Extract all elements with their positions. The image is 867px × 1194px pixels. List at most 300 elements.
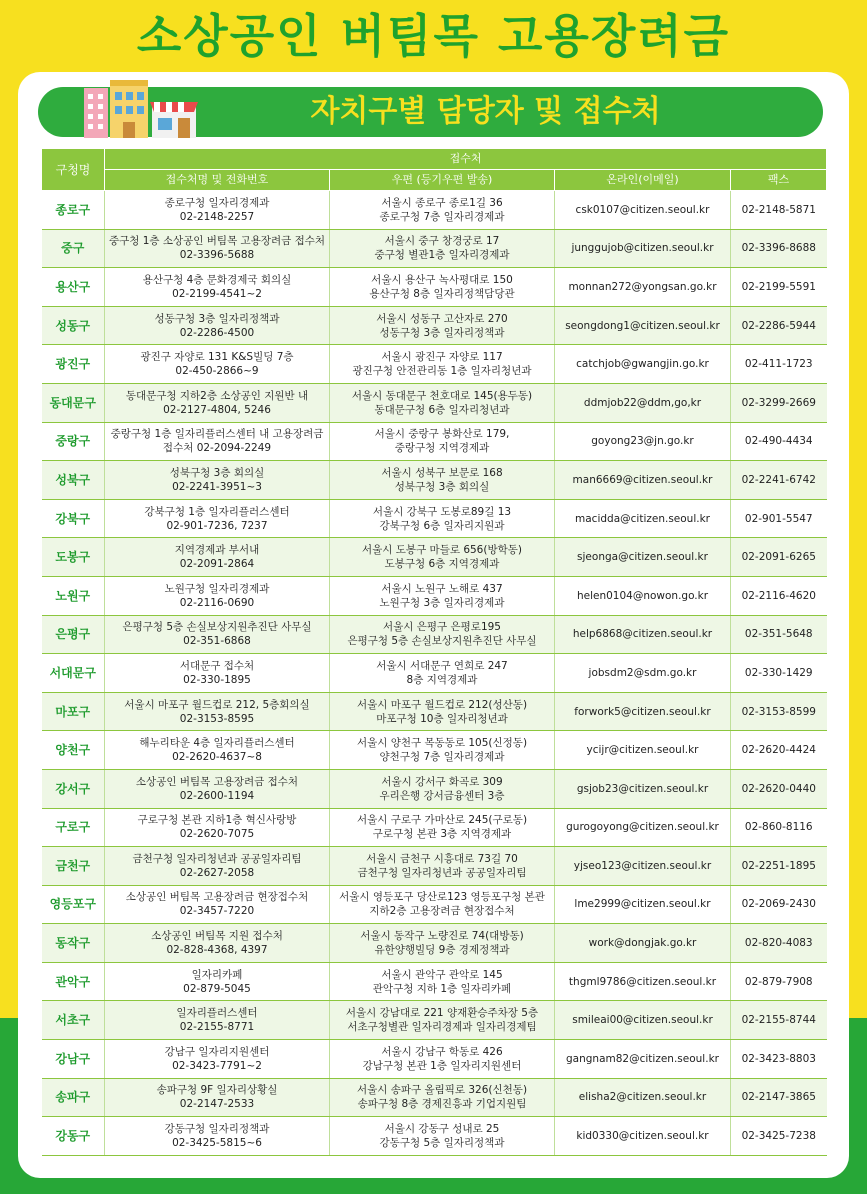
header-online: 온라인(이메일) xyxy=(555,170,731,191)
fax-cell xyxy=(731,692,827,731)
mail-address: 서울시 서대문구 연희로 247 xyxy=(376,659,508,672)
mail-address: 서울시 용산구 녹사평대로 150 xyxy=(371,273,513,286)
email-cell xyxy=(555,1040,731,1079)
mail-recipient: 관악구청 지하 1층 일자리카페 xyxy=(372,982,512,995)
email-cell xyxy=(555,1117,731,1156)
mail-address: 서울시 마포구 월드컵로 212(성산동) xyxy=(356,698,528,711)
fax-cell xyxy=(731,731,827,770)
district-name: 동대문구 xyxy=(42,383,105,422)
email-address: goyong23@jn.go.kr xyxy=(591,435,694,448)
office-phone: 02-2199-4541~2 xyxy=(172,287,262,300)
office-phone: 02-3153-8595 xyxy=(179,712,255,725)
mail-address: 서울시 노원구 노해로 437 xyxy=(381,582,503,595)
mail-recipient: 양천구청 7층 일자리경제과 xyxy=(379,751,505,764)
fax-number: 02-3396-8688 xyxy=(741,242,816,255)
office-name: 종로구청 일자리경제과 xyxy=(164,196,270,209)
district-name: 송파구 xyxy=(42,1078,105,1117)
mail-cell xyxy=(330,615,555,654)
office-name: 은평구청 5층 손실보상지원추진단 사무실 xyxy=(122,621,312,634)
table-row xyxy=(42,1040,827,1079)
office-cell xyxy=(105,499,330,538)
office-cell xyxy=(105,1001,330,1040)
fax-cell xyxy=(731,383,827,422)
office-phone: 02-351-6868 xyxy=(183,635,251,648)
email-cell xyxy=(555,499,731,538)
district-name: 은평구 xyxy=(42,615,105,654)
header-district: 구청명 xyxy=(42,149,105,191)
office-phone: 02-2147-2533 xyxy=(179,1098,255,1111)
fax-number: 02-411-1723 xyxy=(744,358,813,371)
office-name: 송파구청 9F 일자리상황실 xyxy=(156,1084,278,1097)
mail-address: 서울시 영등포구 당산로123 영등포구청 본관 xyxy=(339,891,545,904)
office-name: 용산구청 4층 문화경제국 회의실 xyxy=(142,273,292,286)
office-cell xyxy=(105,847,330,886)
email-address: yjseo123@citizen.seoul.kr xyxy=(573,859,712,872)
office-name: 서대문구 접수처 xyxy=(179,659,255,672)
fax-number: 02-2241-6742 xyxy=(741,473,816,486)
district-name: 용산구 xyxy=(42,268,105,307)
office-name: 구로구청 본관 지하1층 혁신사랑방 xyxy=(137,814,297,827)
office-cell xyxy=(105,1040,330,1079)
mail-recipient: 은평구청 5층 손실보상지원추진단 사무실 xyxy=(347,635,537,648)
office-name: 성북구청 3층 회의실 xyxy=(169,466,265,479)
mail-cell xyxy=(330,538,555,577)
table-row xyxy=(42,229,827,268)
email-address: ycijr@citizen.seoul.kr xyxy=(586,744,699,757)
mail-recipient: 금천구청 일자리청년과 공공일자리팀 xyxy=(357,866,527,879)
office-name: 강남구 일자리지원센터 xyxy=(164,1045,270,1058)
table-row xyxy=(42,885,827,924)
mail-address: 서울시 도봉구 마들로 656(방학동) xyxy=(362,544,522,557)
office-name: 해누리타운 4층 일자리플러스센터 xyxy=(139,737,295,750)
office-cell xyxy=(105,538,330,577)
mail-recipient: 도봉구청 6층 지역경제과 xyxy=(384,558,500,571)
mail-cell xyxy=(330,847,555,886)
fax-cell xyxy=(731,461,827,500)
mail-recipient: 노원구청 3층 일자리경제과 xyxy=(379,596,505,609)
email-address: macidda@citizen.seoul.kr xyxy=(575,512,710,525)
mail-address: 서울시 강서구 화곡로 309 xyxy=(381,775,503,788)
mail-address: 서울시 강남구 학동로 426 xyxy=(381,1045,503,1058)
office-phone: 02-3423-7791~2 xyxy=(172,1059,262,1072)
email-cell xyxy=(555,576,731,615)
fax-number: 02-2620-0440 xyxy=(741,782,816,795)
office-cell xyxy=(105,808,330,847)
district-name: 구로구 xyxy=(42,808,105,847)
mail-address: 서울시 성북구 보문로 168 xyxy=(381,466,503,479)
fax-number: 02-879-7908 xyxy=(744,975,813,988)
office-cell xyxy=(105,576,330,615)
mail-cell xyxy=(330,1001,555,1040)
office-phone: 02-3425-5815~6 xyxy=(172,1137,262,1150)
district-name: 금천구 xyxy=(42,847,105,886)
fax-cell xyxy=(731,847,827,886)
table-row xyxy=(42,191,827,230)
fax-number: 02-2199-5591 xyxy=(741,280,816,293)
table-row xyxy=(42,1117,827,1156)
table-row xyxy=(42,268,827,307)
mail-address: 서울시 은평구 은평로195 xyxy=(382,621,501,634)
email-address: work@dongjak.go.kr xyxy=(588,937,697,950)
table-row xyxy=(42,924,827,963)
email-cell xyxy=(555,885,731,924)
fax-cell xyxy=(731,306,827,345)
fax-number: 02-2091-6265 xyxy=(741,551,816,564)
mail-recipient: 성동구청 3층 일자리정책과 xyxy=(379,326,505,339)
email-address: sjeonga@citizen.seoul.kr xyxy=(577,551,708,564)
table-row xyxy=(42,1001,827,1040)
mail-address: 서울시 강동구 성내로 25 xyxy=(384,1123,500,1136)
district-name: 노원구 xyxy=(42,576,105,615)
email-address: kid0330@citizen.seoul.kr xyxy=(576,1130,709,1143)
email-cell xyxy=(555,383,731,422)
fax-cell xyxy=(731,345,827,384)
fax-number: 02-351-5648 xyxy=(744,628,813,641)
office-name: 소상공인 버팀목 고용장려금 현장접수처 xyxy=(125,891,309,904)
district-name: 중랑구 xyxy=(42,422,105,461)
table-row xyxy=(42,461,827,500)
fax-number: 02-820-4083 xyxy=(744,937,813,950)
email-address: smileai00@citizen.seoul.kr xyxy=(572,1014,713,1027)
district-name: 관악구 xyxy=(42,962,105,1001)
district-name: 성동구 xyxy=(42,306,105,345)
email-cell xyxy=(555,615,731,654)
email-cell xyxy=(555,345,731,384)
fax-cell xyxy=(731,1078,827,1117)
email-address: junggujob@citizen.seoul.kr xyxy=(571,242,714,255)
fax-number: 02-2116-4620 xyxy=(741,589,816,602)
fax-cell xyxy=(731,422,827,461)
office-name: 동대문구청 지하2층 소상공인 지원반 내 xyxy=(125,389,309,402)
office-phone: 02-3396-5688 xyxy=(179,249,255,262)
mail-cell xyxy=(330,576,555,615)
office-name: 중구청 1층 소상공인 버팀목 고용장려금 접수처 xyxy=(108,235,326,248)
mail-recipient: 종로구청 7층 일자리경제과 xyxy=(379,210,505,223)
email-cell xyxy=(555,924,731,963)
fax-number: 02-3423-8803 xyxy=(741,1052,816,1065)
mail-cell xyxy=(330,306,555,345)
email-address: man6669@citizen.seoul.kr xyxy=(572,473,713,486)
office-name: 노원구청 일자리경제과 xyxy=(164,582,270,595)
fax-cell xyxy=(731,962,827,1001)
mail-address: 서울시 강북구 도봉로89길 13 xyxy=(372,505,512,518)
mail-recipient: 마포구청 10층 일자리청년과 xyxy=(376,712,508,725)
email-cell xyxy=(555,808,731,847)
fax-cell xyxy=(731,1040,827,1079)
fax-number: 02-2155-8744 xyxy=(741,1014,816,1027)
email-cell xyxy=(555,422,731,461)
mail-cell xyxy=(330,229,555,268)
fax-number: 02-2069-2430 xyxy=(741,898,816,911)
office-phone: 02-2127-4804, 5246 xyxy=(163,403,271,416)
mail-address: 서울시 중랑구 봉화산로 179, xyxy=(374,428,510,441)
mail-recipient: 동대문구청 6층 일자리청년과 xyxy=(374,403,510,416)
district-name: 성북구 xyxy=(42,461,105,500)
fax-number: 02-2147-3865 xyxy=(741,1091,816,1104)
mail-recipient: 서초구청별관 일자리경제과 일자리경제팀 xyxy=(347,1021,537,1034)
fax-cell xyxy=(731,499,827,538)
table-row xyxy=(42,345,827,384)
mail-recipient: 중랑구청 지역경제과 xyxy=(394,442,490,455)
mail-recipient: 유한양행빌딩 9층 경제정책과 xyxy=(374,944,510,957)
table-row xyxy=(42,731,827,770)
email-address: thgml9786@citizen.seoul.kr xyxy=(568,975,717,988)
office-phone: 02-2627-2058 xyxy=(179,866,255,879)
email-address: seongdong1@citizen.seoul.kr xyxy=(565,319,720,332)
office-name: 성동구청 3층 일자리정책과 xyxy=(154,312,280,325)
mail-address: 서울시 성동구 고산자로 270 xyxy=(376,312,508,325)
content-panel xyxy=(18,72,849,1178)
mail-cell xyxy=(330,924,555,963)
office-cell xyxy=(105,461,330,500)
district-name: 강북구 xyxy=(42,499,105,538)
office-cell xyxy=(105,654,330,693)
mail-recipient: 구로구청 본관 3층 지역경제과 xyxy=(372,828,512,841)
email-cell xyxy=(555,461,731,500)
mail-address: 서울시 동작구 노량진로 74(대방동) xyxy=(360,930,524,943)
email-address: jobsdm2@sdm.go.kr xyxy=(588,666,697,679)
district-name: 도봉구 xyxy=(42,538,105,577)
office-name: 중랑구청 1층 일자리플러스센터 내 고용장려금 xyxy=(110,428,324,441)
storefront-buildings-icon xyxy=(80,78,200,140)
email-cell xyxy=(555,538,731,577)
email-cell xyxy=(555,268,731,307)
office-cell xyxy=(105,769,330,808)
office-phone: 02-2286-4500 xyxy=(179,326,255,339)
district-name: 서초구 xyxy=(42,1001,105,1040)
office-name: 소상공인 버팀목 고용장려금 접수처 xyxy=(135,775,299,788)
mail-cell xyxy=(330,422,555,461)
office-name: 지역경제과 부서내 xyxy=(174,544,260,557)
office-name: 일자리플러스센터 xyxy=(176,1007,258,1020)
email-address: lme2999@citizen.seoul.kr xyxy=(574,898,711,911)
fax-cell xyxy=(731,769,827,808)
mail-cell xyxy=(330,692,555,731)
office-cell xyxy=(105,422,330,461)
fax-number: 02-3299-2669 xyxy=(741,396,816,409)
mail-recipient: 강동구청 5층 일자리정책과 xyxy=(379,1137,505,1150)
fax-cell xyxy=(731,615,827,654)
fax-cell xyxy=(731,808,827,847)
email-address: gangnam82@citizen.seoul.kr xyxy=(566,1052,719,1065)
mail-cell xyxy=(330,962,555,1001)
table-row xyxy=(42,654,827,693)
fax-cell xyxy=(731,229,827,268)
table-row xyxy=(42,615,827,654)
fax-cell xyxy=(731,538,827,577)
fax-cell xyxy=(731,1001,827,1040)
office-name: 금천구청 일자리청년과 공공일자리팀 xyxy=(132,852,302,865)
district-name: 마포구 xyxy=(42,692,105,731)
district-name: 강서구 xyxy=(42,769,105,808)
email-cell xyxy=(555,769,731,808)
office-cell xyxy=(105,383,330,422)
email-address: forwork5@citizen.seoul.kr xyxy=(574,705,711,718)
district-name: 강남구 xyxy=(42,1040,105,1079)
fax-number: 02-330-1429 xyxy=(744,666,813,679)
email-address: elisha2@citizen.seoul.kr xyxy=(578,1091,707,1104)
email-cell xyxy=(555,654,731,693)
district-name: 동작구 xyxy=(42,924,105,963)
email-cell xyxy=(555,692,731,731)
office-name: 강동구청 일자리정책과 xyxy=(164,1123,270,1136)
office-cell xyxy=(105,962,330,1001)
office-cell xyxy=(105,1078,330,1117)
email-cell xyxy=(555,1078,731,1117)
fax-number: 02-2148-5871 xyxy=(741,203,816,216)
table-row xyxy=(42,692,827,731)
office-phone: 02-879-5045 xyxy=(183,982,251,995)
mail-recipient: 용산구청 8층 일자리정책담당관 xyxy=(369,287,515,300)
email-cell xyxy=(555,731,731,770)
district-name: 중구 xyxy=(42,229,105,268)
mail-cell xyxy=(330,1117,555,1156)
mail-recipient: 8층 지역경제과 xyxy=(406,673,478,686)
mail-cell xyxy=(330,383,555,422)
email-address: monnan272@yongsan.go.kr xyxy=(568,280,717,293)
office-name: 서울시 마포구 월드컵로 212, 5층회의실 xyxy=(124,698,310,711)
office-name: 광진구 자양로 131 K&S빌딩 7층 xyxy=(140,351,294,364)
mail-recipient: 송파구청 8층 경제진흥과 기업지원팀 xyxy=(357,1098,527,1111)
email-cell xyxy=(555,962,731,1001)
mail-address: 서울시 강남대로 221 양재환승주차장 5층 xyxy=(345,1007,539,1020)
fax-number: 02-490-4434 xyxy=(744,435,813,448)
fax-cell xyxy=(731,924,827,963)
office-phone: 접수처 02-2094-2249 xyxy=(162,442,272,455)
fax-cell xyxy=(731,885,827,924)
office-phone: 02-450-2866~9 xyxy=(175,365,259,378)
office-phone: 02-2241-3951~3 xyxy=(172,480,262,493)
mail-cell xyxy=(330,769,555,808)
mail-address: 서울시 관악구 관악로 145 xyxy=(381,968,503,981)
district-name: 양천구 xyxy=(42,731,105,770)
mail-cell xyxy=(330,654,555,693)
email-cell xyxy=(555,1001,731,1040)
mail-address: 서울시 금천구 시흥대로 73길 70 xyxy=(366,852,518,865)
table-row xyxy=(42,422,827,461)
header-reception: 접수처 xyxy=(105,149,827,170)
office-cell xyxy=(105,268,330,307)
email-cell xyxy=(555,191,731,230)
table-row xyxy=(42,808,827,847)
office-name: 강북구청 1층 일자리플러스센터 xyxy=(144,505,290,518)
email-address: gurogoyong@citizen.seoul.kr xyxy=(566,821,719,834)
office-phone: 02-2155-8771 xyxy=(179,1021,255,1034)
email-cell xyxy=(555,229,731,268)
mail-address: 서울시 동대문구 천호대로 145(용두동) xyxy=(351,389,533,402)
district-name: 영등포구 xyxy=(42,885,105,924)
mail-recipient: 지하2층 고용장려금 현장접수처 xyxy=(369,905,515,918)
email-address: helen0104@nowon.go.kr xyxy=(576,589,709,602)
table-row xyxy=(42,962,827,1001)
table-row xyxy=(42,576,827,615)
reception-table xyxy=(41,148,827,1156)
district-name: 서대문구 xyxy=(42,654,105,693)
fax-number: 02-3425-7238 xyxy=(741,1130,816,1143)
office-phone: 02-2620-4637~8 xyxy=(172,751,262,764)
office-cell xyxy=(105,345,330,384)
office-name: 일자리카페 xyxy=(191,968,243,981)
header-fax: 팩스 xyxy=(731,170,827,191)
fax-number: 02-3153-8599 xyxy=(741,705,816,718)
email-cell xyxy=(555,306,731,345)
office-phone: 02-3457-7220 xyxy=(179,905,255,918)
mail-recipient: 우리은행 강서금융센터 3층 xyxy=(379,789,505,802)
mail-cell xyxy=(330,1040,555,1079)
page-title: 소상공인 버팀목 고용장려금 xyxy=(136,9,731,63)
office-cell xyxy=(105,306,330,345)
email-address: csk0107@citizen.seoul.kr xyxy=(575,203,710,216)
fax-number: 02-2620-4424 xyxy=(741,744,816,757)
mail-recipient: 중구청 별관1층 일자리경제과 xyxy=(374,249,510,262)
district-name: 강동구 xyxy=(42,1117,105,1156)
mail-cell xyxy=(330,1078,555,1117)
office-cell xyxy=(105,1117,330,1156)
office-phone: 02-2148-2257 xyxy=(179,210,255,223)
table-row xyxy=(42,306,827,345)
header-mail: 우편 (등기우편 발송) xyxy=(330,170,555,191)
office-cell xyxy=(105,615,330,654)
mail-recipient: 성북구청 3층 회의실 xyxy=(394,480,490,493)
mail-address: 서울시 송파구 올림픽로 326(신천동) xyxy=(356,1084,528,1097)
mail-cell xyxy=(330,499,555,538)
office-phone: 02-828-4368, 4397 xyxy=(166,944,268,957)
office-cell xyxy=(105,191,330,230)
district-name: 광진구 xyxy=(42,345,105,384)
mail-address: 서울시 광진구 자양로 117 xyxy=(381,351,503,364)
district-name: 종로구 xyxy=(42,191,105,230)
office-cell xyxy=(105,885,330,924)
table-row xyxy=(42,538,827,577)
office-phone: 02-330-1895 xyxy=(183,673,251,686)
mail-recipient: 광진구청 안전관리동 1층 일자리청년과 xyxy=(352,365,532,378)
mail-address: 서울시 양천구 목동동로 105(신정동) xyxy=(356,737,528,750)
table-row xyxy=(42,847,827,886)
fax-cell xyxy=(731,654,827,693)
mail-recipient: 강남구청 본관 1층 일자리지원센터 xyxy=(362,1059,522,1072)
office-cell xyxy=(105,229,330,268)
table-row xyxy=(42,769,827,808)
fax-number: 02-2286-5944 xyxy=(741,319,816,332)
office-name: 소상공인 버팀목 지원 접수처 xyxy=(151,930,283,943)
email-address: gsjob23@citizen.seoul.kr xyxy=(576,782,709,795)
mail-cell xyxy=(330,461,555,500)
fax-cell xyxy=(731,268,827,307)
fax-number: 02-2251-1895 xyxy=(741,859,816,872)
office-cell xyxy=(105,731,330,770)
mail-recipient: 강북구청 6층 일자리지원과 xyxy=(379,519,505,532)
office-phone: 02-2116-0690 xyxy=(179,596,255,609)
email-address: ddmjob22@ddm,go,kr xyxy=(583,396,702,409)
mail-cell xyxy=(330,731,555,770)
subtitle: 자치구별 담당자 및 접수처 xyxy=(310,94,661,129)
email-address: catchjob@gwangjin.go.kr xyxy=(576,358,709,371)
mail-cell xyxy=(330,191,555,230)
header-office: 접수처명 및 전화번호 xyxy=(105,170,330,191)
mail-cell xyxy=(330,885,555,924)
office-phone: 02-2091-2864 xyxy=(179,558,255,571)
mail-cell xyxy=(330,808,555,847)
office-phone: 02-2620-7075 xyxy=(179,828,255,841)
office-phone: 02-2600-1194 xyxy=(179,789,255,802)
table-row xyxy=(42,1078,827,1117)
email-address: help6868@citizen.seoul.kr xyxy=(572,628,713,641)
email-cell xyxy=(555,847,731,886)
fax-cell xyxy=(731,576,827,615)
mail-address: 서울시 구로구 가마산로 245(구로동) xyxy=(356,814,528,827)
fax-cell xyxy=(731,1117,827,1156)
office-cell xyxy=(105,924,330,963)
